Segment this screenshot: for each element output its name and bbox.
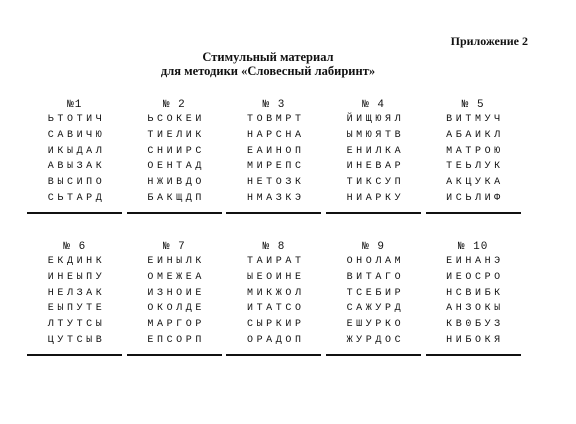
block-number: № 9	[362, 241, 385, 253]
stimulus-block-5	[425, 98, 521, 214]
letter-row: ВЫСИПО	[47, 177, 106, 189]
letter-row: АНЗОКЫ	[446, 303, 504, 315]
letter-row: ЕАИНОП	[246, 145, 305, 157]
letter-row: ОМЕЖЕА	[147, 271, 205, 283]
letter-row: НАРСНА	[246, 129, 305, 141]
letter-row: ИЗНОИЕ	[147, 287, 205, 299]
divider-rule	[426, 354, 521, 356]
letter-row: ЦУТСЫВ	[47, 334, 106, 346]
divider-rule	[27, 354, 122, 356]
letter-row: НЕЛЗАК	[47, 287, 106, 299]
stimulus-block-4	[326, 98, 422, 214]
letter-row: ОКОЛДЕ	[147, 303, 205, 315]
letter-row: ИНЕЫПУ	[47, 271, 106, 283]
block-number: № 6	[63, 241, 87, 253]
stimulus-block-1	[27, 98, 123, 214]
letter-row: МИРЕПС	[246, 161, 305, 173]
letter-row: ЕКДИНК	[47, 256, 106, 267]
letter-row: ЕПСОРП	[147, 334, 205, 346]
stimulus-block-2	[127, 98, 223, 214]
block-number: № 3	[262, 99, 286, 111]
letter-row: НСВИБК	[446, 287, 504, 299]
letter-row: АКЦУКА	[446, 177, 504, 189]
block-number: № 5	[461, 99, 485, 111]
stimulus-block-9	[326, 240, 422, 356]
letter-row: НИАРКУ	[346, 192, 405, 204]
letter-row: ОРАДОП	[246, 334, 305, 346]
stimulus-row-2	[27, 240, 521, 356]
letter-row: ТСЕБИР	[346, 287, 405, 299]
letter-row: ЕЫПУТЕ	[47, 303, 106, 315]
letter-row: ТИКСУП	[346, 177, 405, 189]
letter-row: МАРГОР	[147, 319, 205, 331]
letter-row: ЙИЩЮЯЛ	[346, 114, 405, 125]
letter-row: ОНОЛАМ	[346, 256, 405, 267]
divider-rule	[326, 354, 421, 356]
letter-row: АБАИКЛ	[446, 129, 504, 141]
letter-row: ТОВМРТ	[246, 114, 305, 125]
letter-row: САЖУРД	[346, 303, 405, 315]
letter-row: ИКЫДАЛ	[47, 145, 106, 157]
letter-row: СЬТАРД	[47, 192, 106, 204]
stimulus-block-3	[226, 98, 322, 214]
letter-row: ИНЕВАР	[346, 161, 405, 173]
letter-row: ТЕЬЛУК	[446, 161, 504, 173]
letter-row: МИКЖОЛ	[246, 287, 305, 299]
letter-row: ИТАТСО	[246, 303, 305, 315]
block-number: № 7	[162, 241, 186, 253]
letter-row: ЕИНАНЭ	[446, 256, 504, 267]
document-title	[0, 50, 576, 78]
block-number: №1	[67, 99, 83, 111]
letter-row: НЕТОЗК	[246, 177, 305, 189]
divider-rule	[226, 354, 321, 356]
letter-row: ЖУРДОС	[346, 334, 405, 346]
stimulus-block-7	[127, 240, 223, 356]
title-line-2: для методики «Словесный лабиринт»	[160, 64, 376, 78]
title-line-1: Стимульный материал	[202, 50, 334, 64]
block-number: № 2	[162, 99, 186, 111]
letter-row: ИЕОСРО	[446, 271, 504, 283]
letter-row: ВИТАГО	[346, 271, 405, 283]
letter-row: ЕНИЛКА	[346, 145, 405, 157]
letter-row: СНИИРС	[147, 145, 205, 157]
divider-rule	[127, 212, 222, 214]
letter-row: ЕИНЫЛК	[147, 256, 205, 267]
divider-rule	[426, 212, 521, 214]
letter-row: ТИЕЛИК	[147, 129, 205, 141]
letter-row: ВИТМУЧ	[446, 114, 504, 125]
letter-row: ЕШУРКО	[346, 319, 405, 331]
letter-row: ИСЬЛИФ	[446, 192, 504, 204]
stimulus-block-8	[226, 240, 322, 356]
letter-row: МАТРОЮ	[446, 145, 504, 157]
letter-row: АВЫЗАК	[47, 161, 106, 173]
letter-row: НМАЗКЭ	[246, 192, 305, 204]
divider-rule	[127, 354, 222, 356]
divider-rule	[326, 212, 421, 214]
letter-row: СЫРКИР	[246, 319, 305, 331]
divider-rule	[27, 212, 122, 214]
letter-row: ТАИРАТ	[246, 256, 305, 267]
letter-row: ЫМЮЯТВ	[346, 129, 405, 141]
appendix-label: Приложение 2	[450, 34, 528, 48]
letter-row: ЛТУТСЫ	[47, 319, 106, 331]
letter-row: КВ0БУЗ	[446, 319, 504, 331]
divider-rule	[226, 212, 321, 214]
block-number: № 10	[457, 241, 489, 253]
letter-row: САВИЧЮ	[47, 129, 106, 141]
letter-row: ЬСОКЕИ	[147, 114, 205, 125]
block-number: № 4	[362, 99, 385, 111]
letter-row: НЖИВДО	[147, 177, 205, 189]
letter-row: НИБОКЯ	[446, 334, 504, 346]
letter-row: ОЕНТАД	[147, 161, 205, 173]
letter-row: ЫЕОИНЕ	[246, 271, 305, 283]
block-number: № 8	[262, 241, 286, 253]
stimulus-row-1	[27, 98, 521, 214]
stimulus-block-6	[27, 240, 123, 356]
letter-row: ЬТОТИЧ	[47, 114, 106, 125]
letter-row: БАКЩДП	[147, 192, 205, 204]
stimulus-block-10	[425, 240, 521, 356]
